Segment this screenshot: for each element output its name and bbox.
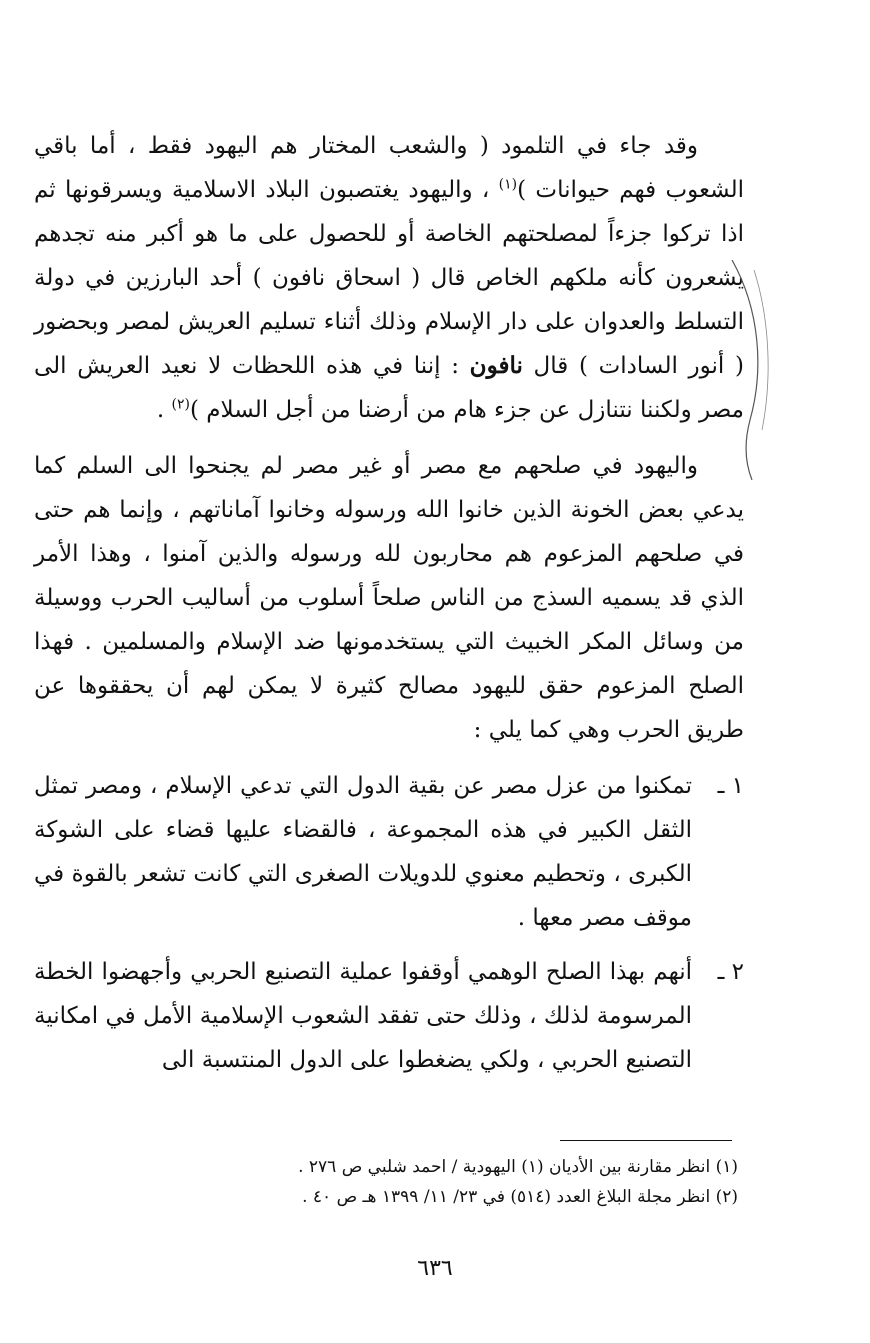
list-item-2-number: ٢ ـ <box>717 959 744 985</box>
paragraph-1 <box>34 124 744 432</box>
footnote-ref-1: (١) <box>498 176 518 193</box>
page-number: ٦٣٦ <box>417 1256 453 1281</box>
main-text <box>34 124 744 1092</box>
paragraph-1-part-d: . <box>156 397 172 423</box>
paragraph-1-part-a: وقد جاء في التلمود ( والشعب المختار هم اليهود فقط ، أما باقي الشعوب فهم حيوانات ) <box>34 133 745 203</box>
paragraph-1-part-b: ، واليهود يغتصبون البلاد الاسلامية ويسرقونها ثم اذا تركوا جزءاً لمصلحتهم الخاصة أو للحصول على ما هو أكبر منه تجدهم يشعرون كأنه ملكهم الخاص قال ( اسحاق نافون ) أحد البارزين في دولة التسلط والعدوان على دار الإسلام وذلك أثناء تسليم العريش لمصر وبحضور ( أنور السادات ) قال <box>34 177 744 379</box>
handwritten-margin-mark <box>712 260 782 480</box>
speaker-name: نافون <box>469 352 523 379</box>
footnote-1: (١) انظر مقارنة بين الأديان (١) اليهودية / احمد شلبي ص ٢٧٦ . <box>298 1157 738 1177</box>
footnotes <box>120 1152 738 1212</box>
paragraph-2: واليهود في صلحهم مع مصر أو غير مصر لم يجنحوا الى السلم كما يدعي بعض الخونة الذين خانوا الله ورسوله وخانوا آماناتهم ، وإنما هم حتى في صلحهم المزعوم هم محاربون لله ورسوله والذين آمنوا ، وهذا الأمر الذي قد يسميه السذج من الناس صلحاً أسلوب من أساليب الحرب ووسيلة من وسائل المكر الخبيث التي يستخدمونها ضد الإسلام والمسلمين . فهذا الصلح المزعوم حقق لليهود مصالح كثيرة لا يمكن لهم أن يحققوها عن طريق الحرب وهي كما يلي : <box>34 453 744 743</box>
list-item-1-number: ١ ـ <box>717 773 744 799</box>
list-item-2 <box>34 950 744 1082</box>
footnote-2: (٢) انظر مجلة البلاغ العدد (٥١٤) في ٢٣/ ١١/ ١٣٩٩ هـ ص ٤٠ . <box>302 1187 738 1207</box>
list-item-2-text: أنهم بهذا الصلح الوهمي أوقفوا عملية التصنيع الحربي وأجهضوا الخطة المرسومة لذلك ، وذلك حتى تفقد الشعوب الإسلامية الأمل في امكانية التصنيع الحربي ، ولكي يضغطوا على الدول المنتسبة الى <box>34 959 692 1073</box>
footnote-separator <box>560 1140 732 1141</box>
list-item-1 <box>34 764 744 940</box>
footnote-ref-2: (٢) <box>171 396 190 413</box>
paragraph-1-part-c: : إننا في هذه اللحظات لا نعيد العريش الى مصر ولكننا نتنازل عن جزء هام من أرضنا من أجل السلام ) <box>34 353 744 423</box>
list-item-1-text: تمكنوا من عزل مصر عن بقية الدول التي تدعي الإسلام ، ومصر تمثل الثقل الكبير في هذه المجموعة ، فالقضاء عليها قضاء على الشوكة الكبرى ، وتحطيم معنوي للدويلات الصغرى التي كانت تشعر بالقوة في موقف مصر معها . <box>34 773 692 931</box>
